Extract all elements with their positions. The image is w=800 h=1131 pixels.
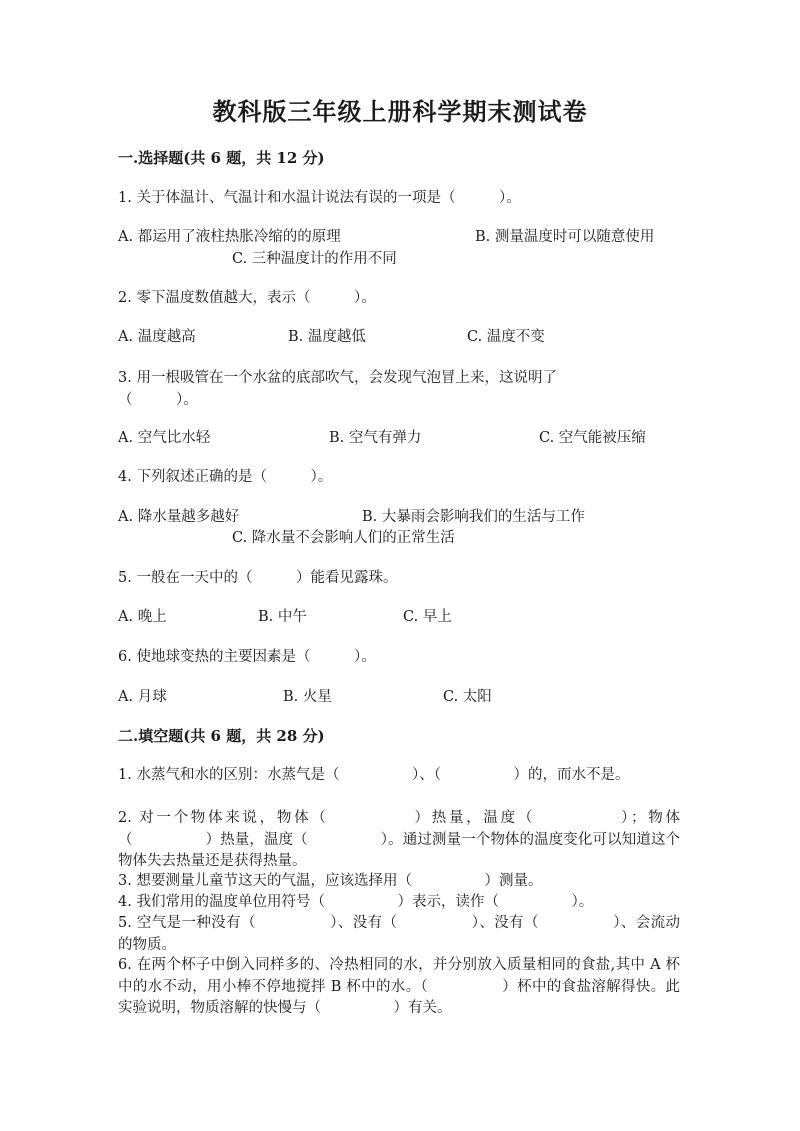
- page-title: 教科版三年级上册科学期末测试卷: [212, 97, 588, 126]
- section-heading-choice: 一.选择题(共 6 题，共 12 分): [118, 149, 325, 167]
- question-5-option-c: C. 早上: [403, 609, 452, 625]
- question-2-option-c: C. 温度不变: [467, 329, 545, 345]
- question-1-option-c: C. 三种温度计的作用不同: [232, 251, 397, 267]
- question-5: 5. 一般在一天中的（ ）能看见露珠。: [118, 570, 398, 586]
- fill-item-1: 1. 水蒸气和水的区别：水蒸气是（ ）、（ ）的，而水不是。: [118, 767, 630, 783]
- question-1-option-b: B. 测量温度时可以随意使用: [475, 229, 655, 245]
- question-5-option-b: B. 中午: [258, 609, 307, 625]
- question-6-option-a: A. 月球: [118, 689, 167, 705]
- question-3-option-b: B. 空气有弹力: [329, 430, 422, 446]
- question-3: 3. 用一根吸管在一个水盆的底部吹气，会发现气泡冒上来，这说明了（ ）。: [118, 370, 557, 408]
- question-6: 6. 使地球变热的主要因素是（ ）。: [118, 649, 376, 665]
- fill-item-5: 5. 空气是一种没有（ ）、没有（ ）、没有（ ）、会流动的物质。: [118, 915, 680, 953]
- section-heading-fill-in: 二.填空题(共 6 题，共 28 分): [118, 727, 325, 745]
- question-6-option-b: B. 火星: [283, 689, 332, 705]
- question-4-option-c: C. 降水量不会影响人们的正常生活: [232, 530, 455, 546]
- fill-item-2: 2. 对一个物体来说，物体（ ）热量，温度（ ）；物体（ ）热量，温度（ ）。通过测量一个物体的温度变化可以知道这个物体失去热量还是获得热量。: [118, 810, 680, 869]
- question-4-option-b: B. 大暴雨会影响我们的生活与工作: [362, 509, 585, 525]
- fill-item-4: 4. 我们常用的温度单位用符号（ ）表示，读作（ ）。: [118, 894, 594, 910]
- question-2-option-b: B. 温度越低: [288, 329, 366, 345]
- question-2: 2. 零下温度数值越大，表示（ ）。: [118, 290, 376, 306]
- fill-item-6: 6. 在两个杯子中倒入同样多的、冷热相同的水，并分别放入质量相同的食盐,其中 A 杯中的水不动，用小棒不停地搅拌 B 杯中的水。（ ）杯中的食盐溶解得快。此实验说明，物质溶解的快慢与（ ）有关。: [118, 957, 680, 1016]
- question-3-option-a: A. 空气比水轻: [118, 430, 211, 446]
- fill-item-3: 3. 想要测量儿童节这天的气温，应该选择用（ ）测量。: [118, 873, 543, 889]
- question-4: 4. 下列叙述正确的是（ ）。: [118, 469, 333, 485]
- question-1: 1. 关于体温计、气温计和水温计说法有误的一项是（ ）。: [118, 190, 521, 206]
- question-5-option-a: A. 晚上: [118, 609, 167, 625]
- question-4-option-a: A. 降水量越多越好: [118, 509, 240, 525]
- question-1-option-a: A. 都运用了液柱热胀冷缩的的原理: [118, 229, 341, 245]
- question-2-option-a: A. 温度越高: [118, 329, 196, 345]
- question-3-option-c: C. 空气能被压缩: [539, 430, 646, 446]
- question-6-option-c: C. 太阳: [443, 689, 492, 705]
